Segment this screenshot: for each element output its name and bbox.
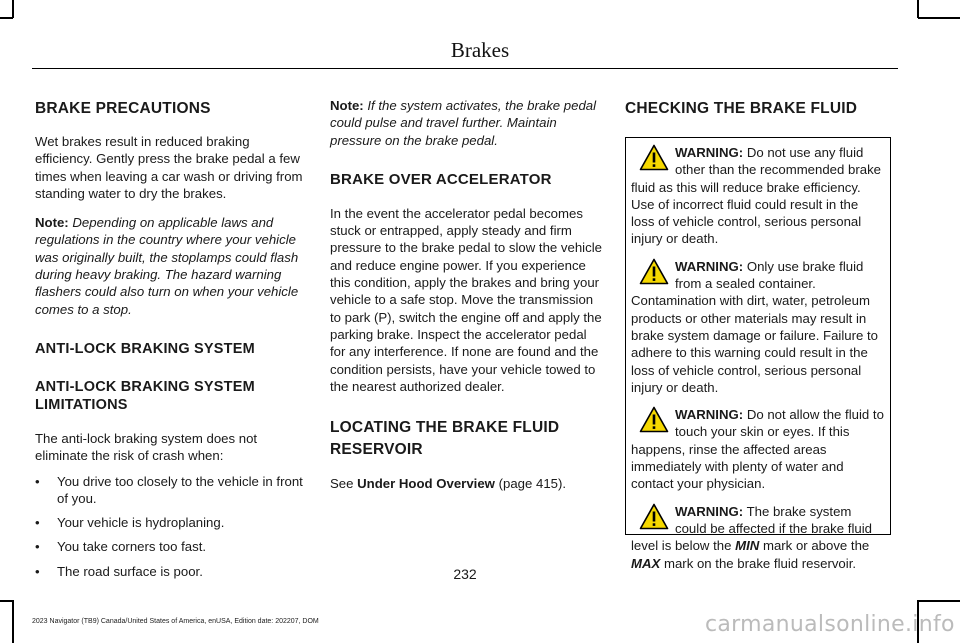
column-middle	[330, 95, 602, 492]
list-item	[35, 514, 307, 531]
warning-triangle-icon	[639, 503, 669, 530]
section-heading-abs-limitations: ANTI-LOCK BRAKING SYSTEM LIMITATIONS	[35, 378, 255, 413]
list-item-text: Your vehicle is hydroplaning.	[57, 515, 225, 531]
crop-mark	[918, 17, 960, 19]
bullet-glyph: •	[35, 473, 40, 489]
page-number: 232	[453, 566, 477, 582]
crop-mark	[917, 0, 919, 18]
paragraph-wet-brakes: Wet brakes result in reduced braking efficiency. Gently press the brake pedal a few times when leaving a car wash or driving from standing water to dry the brakes.	[35, 134, 303, 201]
warning-text: mark on the brake fluid reservoir.	[663, 555, 857, 571]
see-suffix: (page 415).	[498, 476, 567, 492]
list-item-text: You take corners too fast.	[57, 539, 207, 555]
warnings-box	[625, 137, 891, 571]
max-mark-label: MAX	[631, 555, 661, 571]
under-hood-overview-link[interactable]: Under Hood Overview	[357, 476, 495, 492]
footer-edition-text: 2023 Navigator (TB9) Canada/United States of America, enUSA, Edition date: 202207, DOM	[32, 618, 319, 625]
heading-line: RESERVOIR	[330, 441, 423, 459]
crop-mark	[918, 600, 960, 602]
warning-triangle-icon	[639, 144, 669, 171]
header-divider	[32, 68, 898, 69]
list-item-text: The road surface is poor.	[57, 563, 203, 579]
watermark: carmanualsonline.info	[705, 612, 955, 637]
cross-reference	[330, 475, 602, 492]
bullet-glyph: •	[35, 515, 40, 531]
note-label: Note:	[330, 98, 364, 113]
warning-text: The brake system could be affected if the brake fluid level is below the	[631, 503, 872, 554]
section-heading-checking-brake-fluid: CHECKING THE BRAKE FLUID	[625, 100, 858, 117]
crop-mark	[12, 600, 14, 643]
warning-text: Do not use any fluid other than the recommended brake fluid as this will reduce brake efficiency. Use of incorrect fluid could result in the loss of vehicle control, serious personal injury or death.	[631, 145, 881, 247]
warning-paragraph	[631, 503, 885, 572]
section-heading-abs: ANTI-LOCK BRAKING SYSTEM	[35, 340, 255, 357]
paragraph-brake-over-accelerator: In the event the accelerator pedal becomes stuck or entrapped, apply steady and firm pressure to the brake pedal to slow the vehicle and reduce engine power. If you experience this condition, apply the brakes and bring your vehicle to a safe stop. Move the transmission to park (P), switch the engine off and apply the parking brake. Inspect the accelerator pedal for any interference. If none are found and the condition persists, have your vehicle towed to the nearest authorized dealer.	[330, 205, 602, 394]
see-prefix: See	[330, 476, 354, 492]
list-item-text: You drive too closely to the vehicle in front of you.	[57, 473, 303, 506]
warning-paragraph	[631, 144, 885, 248]
column-right	[625, 95, 893, 119]
list-item	[35, 538, 307, 555]
crop-mark	[0, 600, 13, 602]
bullet-glyph: •	[35, 539, 40, 555]
column-left	[35, 95, 307, 580]
page-header-title: Brakes	[450, 38, 510, 62]
bullet-glyph: •	[35, 563, 40, 579]
note-label: Note:	[35, 215, 69, 231]
note-text: Depending on applicable laws and regulations in the country where your vehicle was originally built, the stoplamps could flash during heavy braking. The hazard warning flashers could also turn on when your vehicle comes to a stop.	[35, 215, 299, 317]
crop-mark	[0, 17, 13, 19]
warning-triangle-icon	[639, 258, 669, 285]
crop-mark	[12, 0, 14, 18]
warning-triangle-icon	[639, 406, 669, 433]
warning-paragraph	[631, 406, 885, 492]
min-mark-label: MIN	[735, 538, 760, 554]
warning-label: WARNING:	[675, 258, 744, 274]
note-text: If the system activates, the brake pedal could pulse and travel further. Maintain pressure on the brake pedal.	[330, 98, 597, 148]
section-heading-brake-precautions: BRAKE PRECAUTIONS	[35, 100, 211, 117]
warning-text: Only use brake fluid from a sealed container. Contamination with dirt, water, petroleum products or other materials may result in brake system damage or failure. Failure to adhere to this warning could result in the loss of vehicle control, serious personal injury or death.	[631, 258, 879, 395]
abs-limitations-list	[35, 473, 307, 580]
warning-label: WARNING:	[675, 407, 744, 423]
paragraph-abs-intro: The anti-lock braking system does not eliminate the risk of crash when:	[35, 430, 258, 464]
section-heading-locating-reservoir	[330, 417, 602, 461]
note-paragraph	[330, 97, 602, 149]
warning-paragraph	[631, 258, 885, 396]
list-item	[35, 473, 307, 508]
warning-text: mark or above the	[762, 538, 870, 554]
heading-line: LOCATING THE BRAKE FLUID	[330, 419, 560, 437]
note-paragraph	[35, 214, 307, 318]
warning-label: WARNING:	[675, 503, 744, 519]
warning-label: WARNING:	[675, 145, 744, 160]
warning-text: Do not allow the fluid to touch your skin or eyes. If this happens, rinse the affected areas immediately with plenty of water and contact your physician.	[631, 407, 884, 492]
section-heading-brake-over-accelerator: BRAKE OVER ACCELERATOR	[330, 170, 552, 188]
